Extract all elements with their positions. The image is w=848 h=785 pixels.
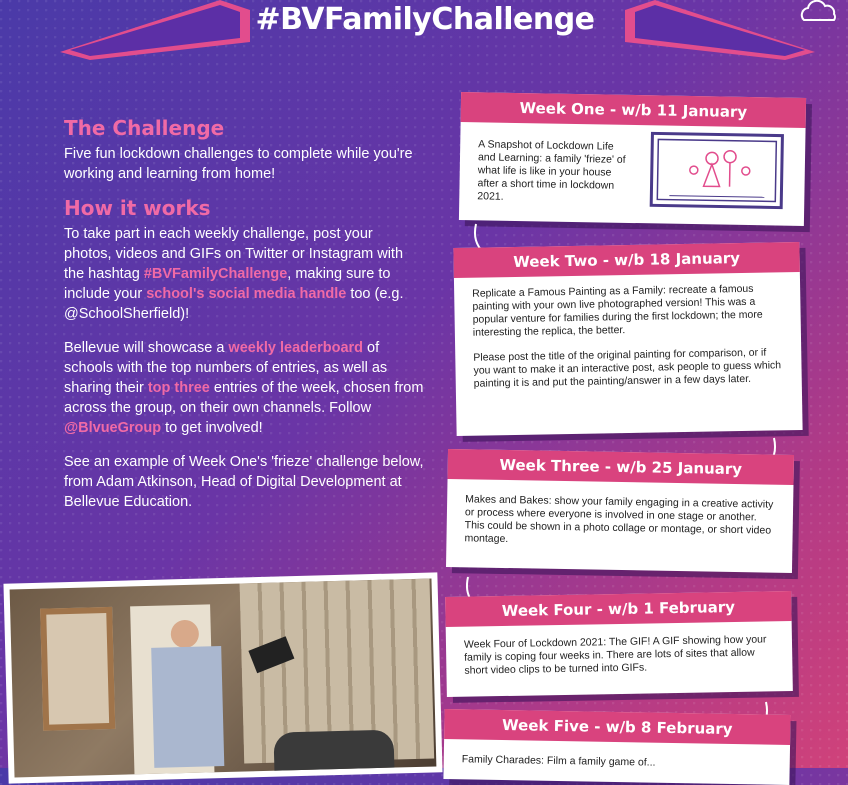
week-four-text: Week Four of Lockdown 2021: The GIF! A GIF showing how your family is coping four weeks in. There are lots of sites that allow short video clips to be turned into GIFs.: [446, 621, 793, 688]
challenge-text: Five fun lockdown challenges to complete while you're working and learning from home!: [64, 144, 424, 184]
challenge-heading: The Challenge: [64, 118, 424, 138]
group-handle-link[interactable]: @BlvueGroup: [64, 420, 161, 436]
week-one-title: Week One - w/b 11 January: [461, 92, 806, 128]
example-text: See an example of Week One's 'frieze' challenge below, from Adam Atkinson, Head of Digital Development at Bellevue Education.: [64, 452, 424, 512]
week-five-title: Week Five - w/b 8 February: [444, 709, 790, 745]
week-two-card: [453, 242, 802, 436]
cloud-icon: [796, 0, 842, 26]
week-four-title: Week Four - w/b 1 February: [445, 591, 791, 627]
week-two-text: Replicate a Famous Painting as a Family: recreate a famous painting with your own live photographed version! This was a popular venture for families during the first lockdown; the more interesting the replica, the better. Please post the title of the original painting for comparison, or if you want to make it an interactive post, ask people to guess which painting it is and put the painting/answer in a few days later.: [454, 272, 802, 401]
week-four-card: [445, 591, 793, 697]
how-paragraph-2: Bellevue will showcase a weekly leaderboard of schools with the top numbers of entries, as well as sharing their top three entries of the week, chosen from across the group, on their own channels. Follow @BlvueGroup to get involved!: [64, 338, 424, 438]
week-three-text: Makes and Bakes: show your family engaging in a creative activity or process where everyone is involved in one stage or another. This could be shown in a photo collage or montage, or short video montage.: [446, 479, 793, 561]
how-heading: How it works: [64, 198, 424, 218]
week-one-text: A Snapshot of Lockdown Life and Learning: a family 'frieze' of what life is like in your house after a short time in lockdown 2021.: [459, 122, 647, 216]
how-paragraph-1: To take part in each weekly challenge, post your photos, videos and GIFs on Twitter or Instagram with the hashtag #BVFamilyChallenge, making sure to include your school's social media handle too (e.g. @SchoolSherfield)!: [64, 224, 424, 324]
week-five-text: Family Charades: Film a family game of...: [443, 739, 790, 782]
example-photo: [3, 572, 442, 783]
week-three-card: [446, 449, 794, 573]
week-five-card: [443, 709, 790, 785]
hashtag-highlight: #BVFamilyChallenge: [144, 266, 287, 282]
leaderboard-highlight: weekly leaderboard: [228, 340, 363, 356]
week-two-title: Week Two - w/b 18 January: [453, 242, 799, 278]
week-one-card: [459, 92, 806, 226]
banner-ribbon-left: [60, 0, 250, 60]
handle-highlight: school's social media handle: [146, 286, 346, 302]
banner-ribbon-right: [625, 0, 815, 60]
intro-section: [64, 118, 424, 526]
family-drawing-icon: [649, 129, 785, 211]
page-title: #BVFamilyChallenge: [230, 2, 620, 37]
top-three-highlight: top three: [148, 380, 210, 396]
family-frieze-photo: [10, 579, 437, 778]
week-three-title: Week Three - w/b 25 January: [448, 449, 794, 485]
